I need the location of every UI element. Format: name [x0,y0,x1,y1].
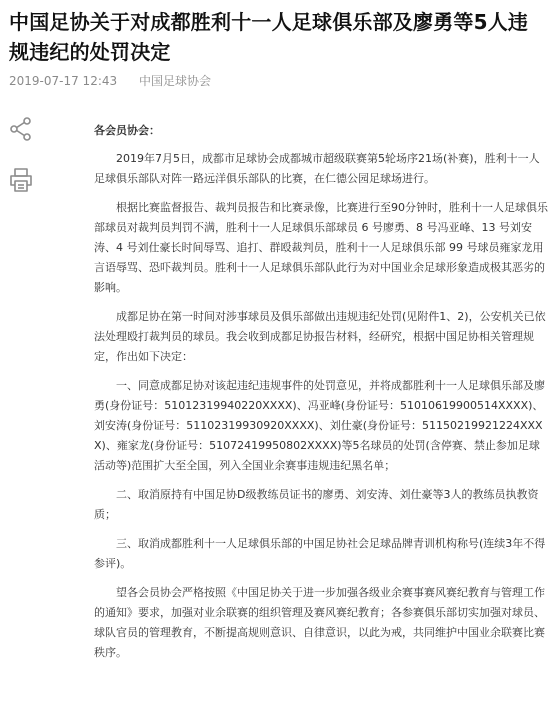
paragraph: 三、取消成都胜利十一人足球俱乐部的中国足协社会足球品牌青训机构称号(连续3年不得参评)。 [94,537,546,570]
paragraph: 根据比赛监督报告、裁判员报告和比赛录像，比赛进行至90分钟时，胜利十一人足球俱乐部球员对裁判员判罚不满，胜利十一人足球俱乐部球员 6 号廖勇、8 号冯亚峰、13 号刘安涛、4 号刘仕豪长时间辱骂、追打、群殴裁判员，胜利十一人足球俱乐部 99 号球员雍家龙用言语辱骂、恐吓裁判员。胜利十一人足球俱乐部队此行为对中国业余足球形象造成极其恶劣的影响。 [94,201,548,294]
publish-date: 2019-07-17 12:43 [9,74,118,88]
share-icon[interactable] [8,116,34,142]
article-title: 中国足协关于对成都胜利十一人足球俱乐部及廖勇等5人违规违纪的处罚决定 [9,10,529,64]
paragraph: 一、同意成都足协对该起违纪违规事件的处罚意见，并将成都胜利十一人足球俱乐部及廖勇(身份证号：51012319940220XXXX)、冯亚峰(身份证号：51010619900514XXXX)、刘安涛(身份证号：51102319930920XXXX)、刘仕豪(身份证号：51150219921224XXXX)、雍家龙(身份证号：51072419950802XXXX)等5名球员的处罚(含停赛、禁止参加足球活动等)范围扩大至全国，列入全国业余赛事违规违纪黑名单； [94,379,545,472]
paragraph: 成都足协在第一时间对涉事球员及俱乐部做出违规违纪处罚(见附件1、2)，公安机关已依法处理殴打裁判员的球员。我会收到成都足协报告材料，经研究，根据中国足协相关管理规定，作出如下决定： [94,310,546,363]
print-icon[interactable] [8,167,34,193]
paragraph: 望各会员协会严格按照《中国足协关于进一步加强各级业余赛事赛风赛纪教育与管理工作的通知》要求，加强对业余联赛的组织管理及赛风赛纪教育；各参赛俱乐部切实加强对球员、球队官员的管理教育，不断提高规则意识、自律意识，以此为戒，共同维护中国业余联赛比赛秩序。 [94,586,545,659]
greeting: 各会员协会： [94,124,160,137]
paragraph: 2019年7月5日，成都市足球协会成都城市超级联赛第5轮场序21场(补赛)，胜利十一人足球俱乐部队对阵一路远洋俱乐部队的比赛，在仁德公园足球场进行。 [94,152,540,185]
article-meta [9,72,211,89]
paragraph: 二、取消原持有中国足协D级教练员证书的廖勇、刘安涛、刘仕豪等3人的教练员执教资质； [94,488,539,521]
article-source: 中国足球协会 [138,74,211,88]
article-body [94,121,548,672]
